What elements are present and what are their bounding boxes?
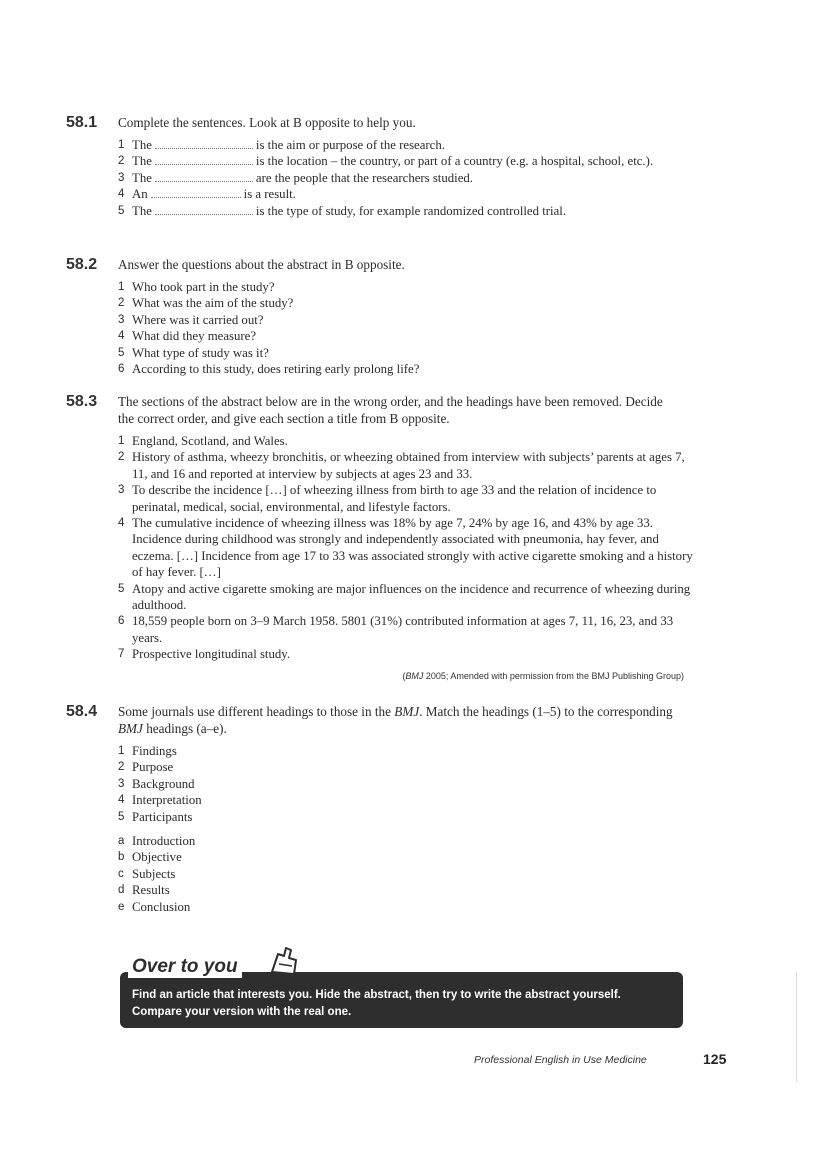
list-item: 6 According to this study, does retiring early prolong life? [118,362,420,377]
list-item: 4 An is a result. [118,187,296,202]
list-item: 3 Background [118,776,195,791]
answer-blank[interactable] [155,204,253,215]
list-item: 2 The is the location – the country, or part of a country (e.g. a hospital, school, etc.). [118,154,654,169]
list-item: 5 What type of study was it? [118,345,269,360]
answer-blank[interactable] [155,154,253,165]
list-item: 2 Purpose [118,760,174,775]
list-item: 3 Where was it carried out? [118,312,264,327]
list-item: 2 What was the aim of the study? [118,296,294,311]
lettered-headings [118,833,698,915]
list-item: 4 The cumulative incidence of wheezing illness was 18% by age 7, 24% by age 16, and 43% by age 33. Incidence during childhood was strongly and independently associated with pneumonia, hay fever, and eczema. […] Incidence from age 17 to 33 was associated strongly with active cigarette smoking and a history of hay fever. […] [118,516,693,580]
list-item: a Introduction [118,834,196,848]
list-item: 5 The is the type of study, for example randomized controlled trial. [118,203,567,218]
exercise-instruction: Complete the sentences. Look at B opposite to help you. [118,115,416,130]
list-item: 1 Who took part in the study? [118,280,275,294]
answer-blank[interactable] [155,171,253,182]
list-item: 2 History of asthma, wheezy bronchitis, or wheezing obtained from interview with subjects’ parents at ages 7, 11, and 16 and reported at interview by subjects at ages 23 and 33. [118,450,685,481]
list-item: 1 The is the aim or purpose of the research. [118,138,445,152]
numbered-headings [118,743,698,825]
exercise-items [118,137,698,219]
list-item: 7 Prospective longitudinal study. [118,647,291,662]
list-item: 3 To describe the incidence […] of wheezing illness from birth to age 33 and the relation of incidence to perinatal, medical, social, environmental, and lifestyle factors. [118,483,657,514]
page-number: 125 [703,1051,727,1067]
list-item: 5 Atopy and active cigarette smoking are major influences on the incidence and recurrence of wheezing during adulthood. [118,581,691,613]
list-item: 4 What did they measure? [118,329,257,344]
over-to-you-text: Find an article that interests you. Hide the abstract, then try to write the abstract yourself. Compare your version with the real one. [132,989,621,1018]
hand-pointer-icon [264,942,304,978]
margin-rule [796,972,797,1082]
answer-blank[interactable] [151,187,241,198]
exercise-items [118,279,698,377]
exercise-instruction: The sections of the abstract below are in the wrong order, and the headings have been removed. Decide the correct order, and give each section a title from B opposite. [118,394,663,426]
exercise-number: 58.3 [66,393,98,410]
book-title: Professional English in Use Medicine [474,1054,647,1066]
exercise-number: 58.1 [66,114,98,131]
exercise-number: 58.2 [66,256,98,273]
list-item: 3 The are the people that the researchers studied. [118,170,473,185]
list-item: 5 Participants [118,809,193,824]
list-item: e Conclusion [118,899,191,914]
list-item: 1 England, Scotland, and Wales. [118,434,288,448]
list-item: b Objective [118,850,182,865]
list-item: 1 Findings [118,744,177,758]
list-item: 6 18,559 people born on 3–9 March 1958. 5801 (31%) contributed information at ages 7, 11, 16, 23, and 33 years. [118,614,674,645]
exercise-instruction: Answer the questions about the abstract in B opposite. [118,257,405,272]
source-citation: (BMJ 2005; Amended with permission from the BMJ Publishing Group) [402,671,684,681]
list-item: d Results [118,883,170,898]
over-to-you-title: Over to you [128,956,242,978]
list-item: 4 Interpretation [118,793,202,808]
list-item: c Subjects [118,866,176,881]
exercise-number: 58.4 [66,703,98,720]
exercise-instruction: Some journals use different headings to those in the BMJ. Match the headings (1–5) to the corresponding BMJ headings (a–e). [118,704,673,736]
exercise-items [118,433,698,663]
answer-blank[interactable] [155,138,253,149]
